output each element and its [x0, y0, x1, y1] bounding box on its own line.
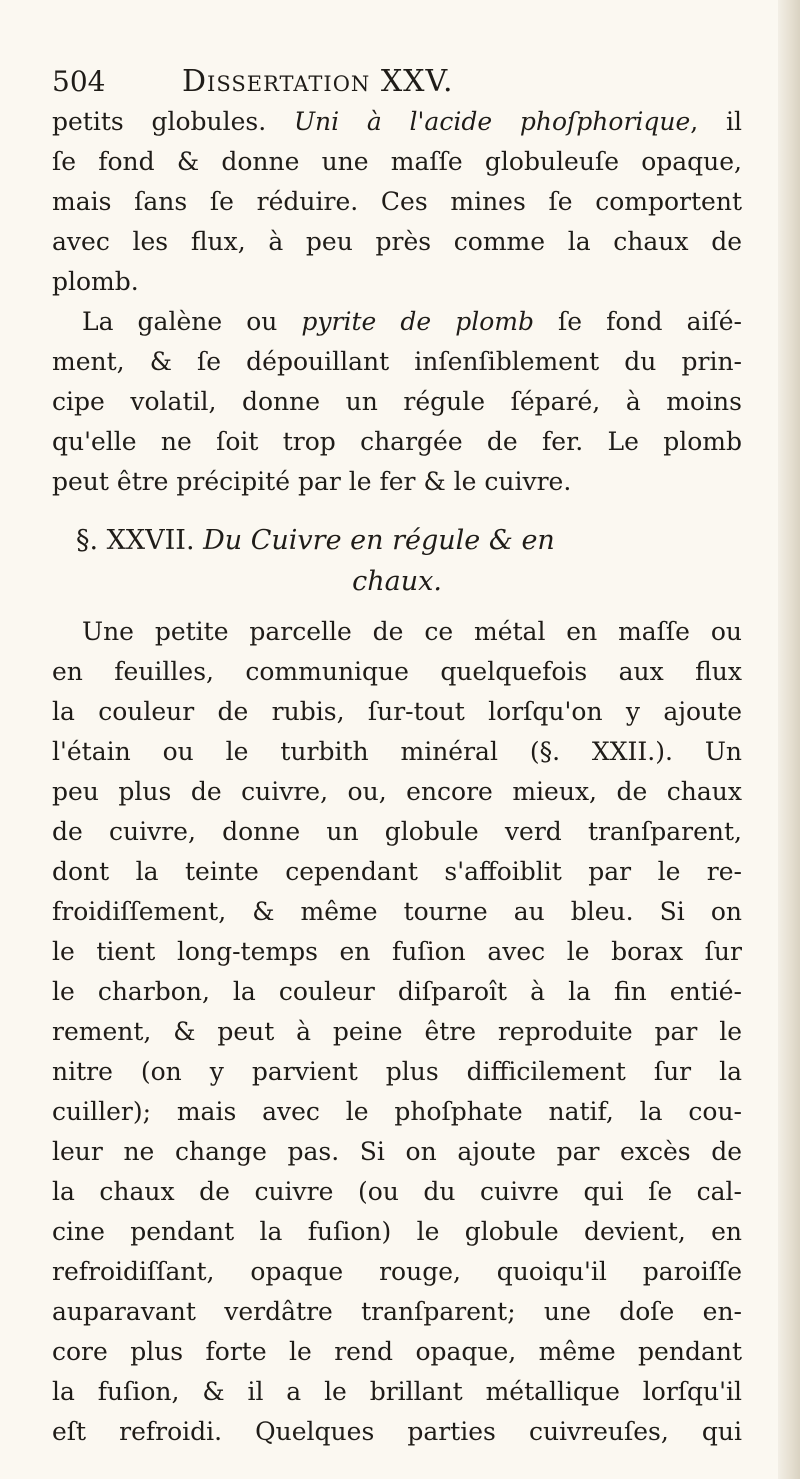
paragraph-2: [52, 302, 742, 502]
text-line: eſt refroidi. Quelques parties cuivreuſes, qui: [52, 1417, 742, 1446]
text-line: refroidiſſant, opaque rouge, quoiqu'il paroiſſe: [52, 1257, 742, 1286]
text-line: la fuſion, & il a le brillant métallique lorſqu'il: [52, 1377, 742, 1406]
text-line: le charbon, la couleur diſparoît à la fin entié-: [52, 977, 742, 1006]
page-edge-shadow: [778, 0, 800, 1479]
text-line: [52, 302, 742, 342]
book-page: [52, 62, 742, 1452]
text-line: ment, & ſe dépouillant inſenſiblement du prin-: [52, 347, 742, 376]
text-span: , il: [690, 107, 742, 136]
page-header: [52, 62, 742, 102]
spacer: [52, 502, 742, 520]
text-line: avec les flux, à peu près comme la chaux de: [52, 227, 742, 256]
text-line: la couleur de rubis, ſur-tout lorſqu'on y ajoute: [52, 697, 742, 726]
paragraph-1: [52, 102, 742, 302]
text-line: plomb.: [52, 267, 139, 296]
text-line: cipe volatil, donne un régule ſéparé, à moins: [52, 387, 742, 416]
text-line: auparavant verdâtre tranſparent; une doſe en-: [52, 1297, 742, 1326]
text-line: [52, 102, 742, 142]
section-number: §. XXVII.: [76, 525, 204, 556]
text-span: ſe fond aiſé-: [533, 307, 742, 336]
text-line: l'étain ou le turbith minéral (§. XXII.). Un: [52, 737, 742, 766]
text-line: peu plus de cuivre, ou, encore mieux, de chaux: [52, 777, 742, 806]
section-heading: [52, 520, 742, 602]
text-line: leur ne change pas. Si on ajoute par excès de: [52, 1137, 742, 1166]
section-title: Du Cuivre en régule & en: [203, 525, 555, 556]
section-title-line: [52, 520, 742, 562]
text-line: rement, & peut à peine être reproduite par le: [52, 1017, 742, 1046]
text-line: nitre (on y parvient plus difficilement ſur la: [52, 1057, 742, 1086]
text-line: mais ſans ſe réduire. Ces mines ſe comportent: [52, 187, 742, 216]
text-span: La galène ou: [82, 307, 302, 336]
text-line: Une petite parcelle de ce métal en maſſe ou: [82, 617, 742, 646]
section-title-continuation: chaux.: [352, 566, 442, 597]
text-line: qu'elle ne ſoit trop chargée de fer. Le plomb: [52, 427, 742, 456]
paragraph-3: [52, 612, 742, 1452]
text-line: dont la teinte cependant s'affoiblit par le re-: [52, 857, 742, 886]
text-line: ſe fond & donne une maſſe globuleuſe opaque,: [52, 147, 742, 176]
text-line: le tient long-temps en fuſion avec le borax ſur: [52, 937, 742, 966]
text-span: petits globules.: [52, 107, 294, 136]
text-line: froidiſſement, & même tourne au bleu. Si on: [52, 897, 742, 926]
text-line: de cuivre, donne un globule verd tranſparent,: [52, 817, 742, 846]
text-line: core plus forte le rend opaque, même pendant: [52, 1337, 742, 1366]
italic-term: pyrite de plomb: [301, 307, 534, 336]
text-line: peut être précipité par le fer & le cuivre.: [52, 467, 572, 496]
page-number: 504: [52, 65, 106, 98]
italic-term: Uni à l'acide phoſphorique: [293, 107, 691, 136]
text-line: en feuilles, communique quelquefois aux flux: [52, 657, 742, 686]
running-head: Dissertation XXV.: [182, 64, 454, 99]
text-line: la chaux de cuivre (ou du cuivre qui ſe cal-: [52, 1177, 742, 1206]
text-line: cine pendant la fuſion) le globule devient, en: [52, 1217, 742, 1246]
text-line: cuiller); mais avec le phoſphate natif, la cou-: [52, 1097, 742, 1126]
spacer: [52, 602, 742, 612]
